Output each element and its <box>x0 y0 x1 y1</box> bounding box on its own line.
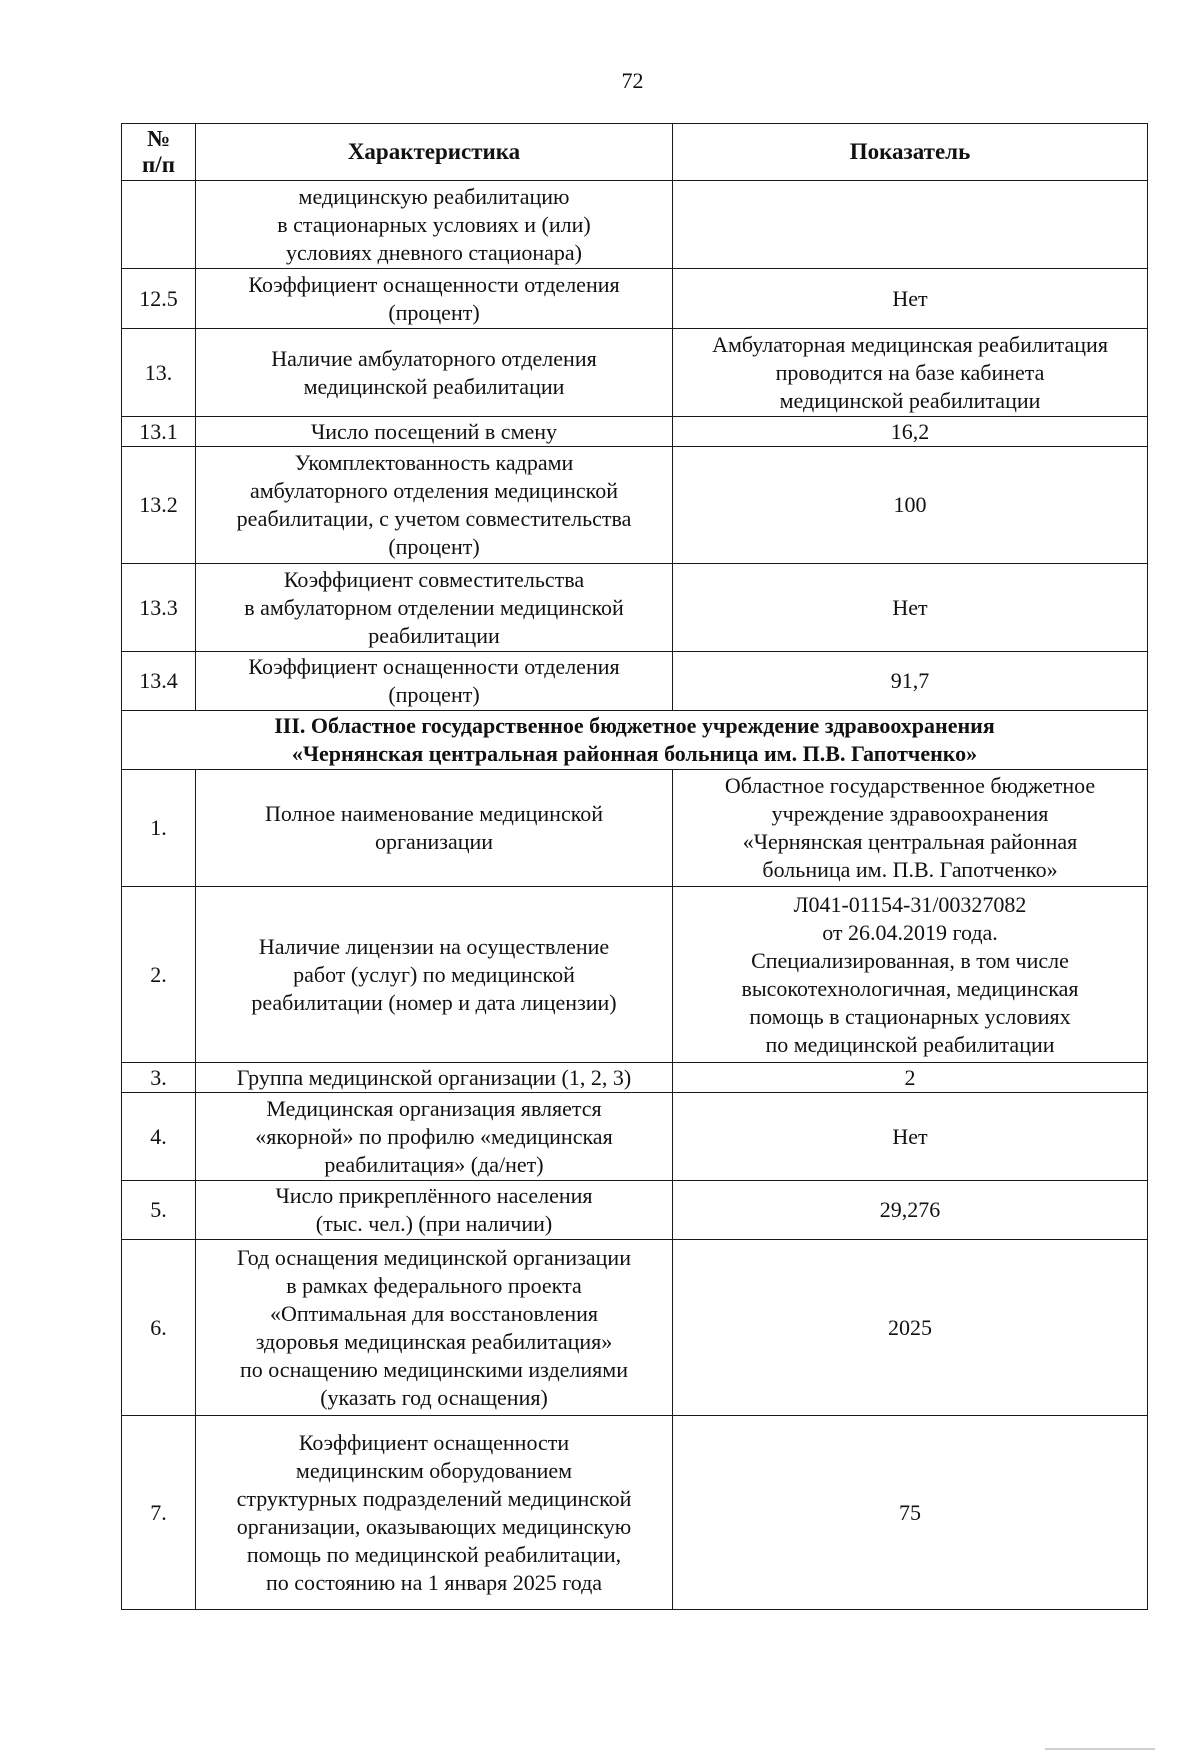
row-value: 29,276 <box>673 1181 1148 1240</box>
header-characteristic: Характеристика <box>196 124 673 181</box>
row-value <box>673 181 1148 269</box>
table-row <box>122 269 1148 329</box>
table-header-row <box>122 124 1148 181</box>
row-characteristic: Наличие лицензии на осуществление работ (услуг) по медицинской реабилитации (номер и дата лицензии) <box>196 887 673 1063</box>
row-characteristic: Коэффициент оснащенности отделения (процент) <box>196 269 673 329</box>
row-value: Нет <box>673 564 1148 652</box>
row-num <box>122 181 196 269</box>
row-num: 13.2 <box>122 447 196 564</box>
table-row <box>122 1240 1148 1416</box>
row-characteristic: Число посещений в смену <box>196 417 673 447</box>
row-value: 75 <box>673 1416 1148 1610</box>
row-value: 100 <box>673 447 1148 564</box>
row-value: 2 <box>673 1063 1148 1093</box>
row-value: 91,7 <box>673 652 1148 711</box>
table-row <box>122 652 1148 711</box>
section-header-row <box>122 711 1148 770</box>
row-num: 2. <box>122 887 196 1063</box>
table-row <box>122 1093 1148 1181</box>
row-value: 2025 <box>673 1240 1148 1416</box>
row-characteristic: Укомплектованность кадрами амбулаторного отделения медицинской реабилитации, с учетом совместительства (процент) <box>196 447 673 564</box>
page-number: 72 <box>621 68 644 93</box>
table-row <box>122 1063 1148 1093</box>
row-num: 5. <box>122 1181 196 1240</box>
row-num: 13.3 <box>122 564 196 652</box>
table-row <box>122 1416 1148 1610</box>
table-row <box>122 417 1148 447</box>
row-characteristic: Год оснащения медицинской организации в рамках федерального проекта «Оптимальная для восстановления здоровья медицинская реабилитация» по оснащению медицинскими изделиями (указать год оснащения) <box>196 1240 673 1416</box>
row-characteristic: Группа медицинской организации (1, 2, 3) <box>196 1063 673 1093</box>
row-num: 13. <box>122 329 196 417</box>
table-row <box>122 181 1148 269</box>
row-characteristic: Коэффициент оснащенности медицинским оборудованием структурных подразделений медицинской организации, оказывающих медицинскую помощь по медицинской реабилитации, по состоянию на 1 января 2025 года <box>196 1416 673 1610</box>
row-characteristic: Коэффициент оснащенности отделения (процент) <box>196 652 673 711</box>
row-value: 16,2 <box>673 417 1148 447</box>
section-title: III. Областное государственное бюджетное учреждение здравоохранения «Чернянская центральная районная больница им. П.В. Гапотченко» <box>122 711 1148 770</box>
row-num: 7. <box>122 1416 196 1610</box>
row-characteristic: Наличие амбулаторного отделения медицинской реабилитации <box>196 329 673 417</box>
row-value: Л041-01154-31/00327082 от 26.04.2019 года. Специализированная, в том числе высокотехнологичная, медицинская помощь в стационарных условиях по медицинской реабилитации <box>673 887 1148 1063</box>
header-num: № п/п <box>122 124 196 181</box>
row-num: 13.1 <box>122 417 196 447</box>
scan-artifact-line <box>1045 1748 1155 1750</box>
table-row <box>122 329 1148 417</box>
table-row <box>122 1181 1148 1240</box>
row-num: 1. <box>122 770 196 887</box>
table-row <box>122 770 1148 887</box>
rehabilitation-table <box>121 123 1148 1610</box>
row-value: Областное государственное бюджетное учреждение здравоохранения «Чернянская центральная районная больница им. П.В. Гапотченко» <box>673 770 1148 887</box>
row-characteristic: Коэффициент совместительства в амбулаторном отделении медицинской реабилитации <box>196 564 673 652</box>
row-num: 13.4 <box>122 652 196 711</box>
row-num: 3. <box>122 1063 196 1093</box>
header-indicator: Показатель <box>673 124 1148 181</box>
row-num: 4. <box>122 1093 196 1181</box>
row-characteristic: Полное наименование медицинской организации <box>196 770 673 887</box>
row-value: Нет <box>673 1093 1148 1181</box>
row-num: 12.5 <box>122 269 196 329</box>
table-row <box>122 564 1148 652</box>
row-value: Амбулаторная медицинская реабилитация проводится на базе кабинета медицинской реабилитации <box>673 329 1148 417</box>
row-characteristic: Число прикреплённого населения (тыс. чел.) (при наличии) <box>196 1181 673 1240</box>
table-row <box>122 887 1148 1063</box>
row-characteristic: Медицинская организация является «якорной» по профилю «медицинская реабилитация» (да/нет) <box>196 1093 673 1181</box>
row-characteristic: медицинскую реабилитацию в стационарных условиях и (или) условиях дневного стационара) <box>196 181 673 269</box>
row-value: Нет <box>673 269 1148 329</box>
table-row <box>122 447 1148 564</box>
row-num: 6. <box>122 1240 196 1416</box>
